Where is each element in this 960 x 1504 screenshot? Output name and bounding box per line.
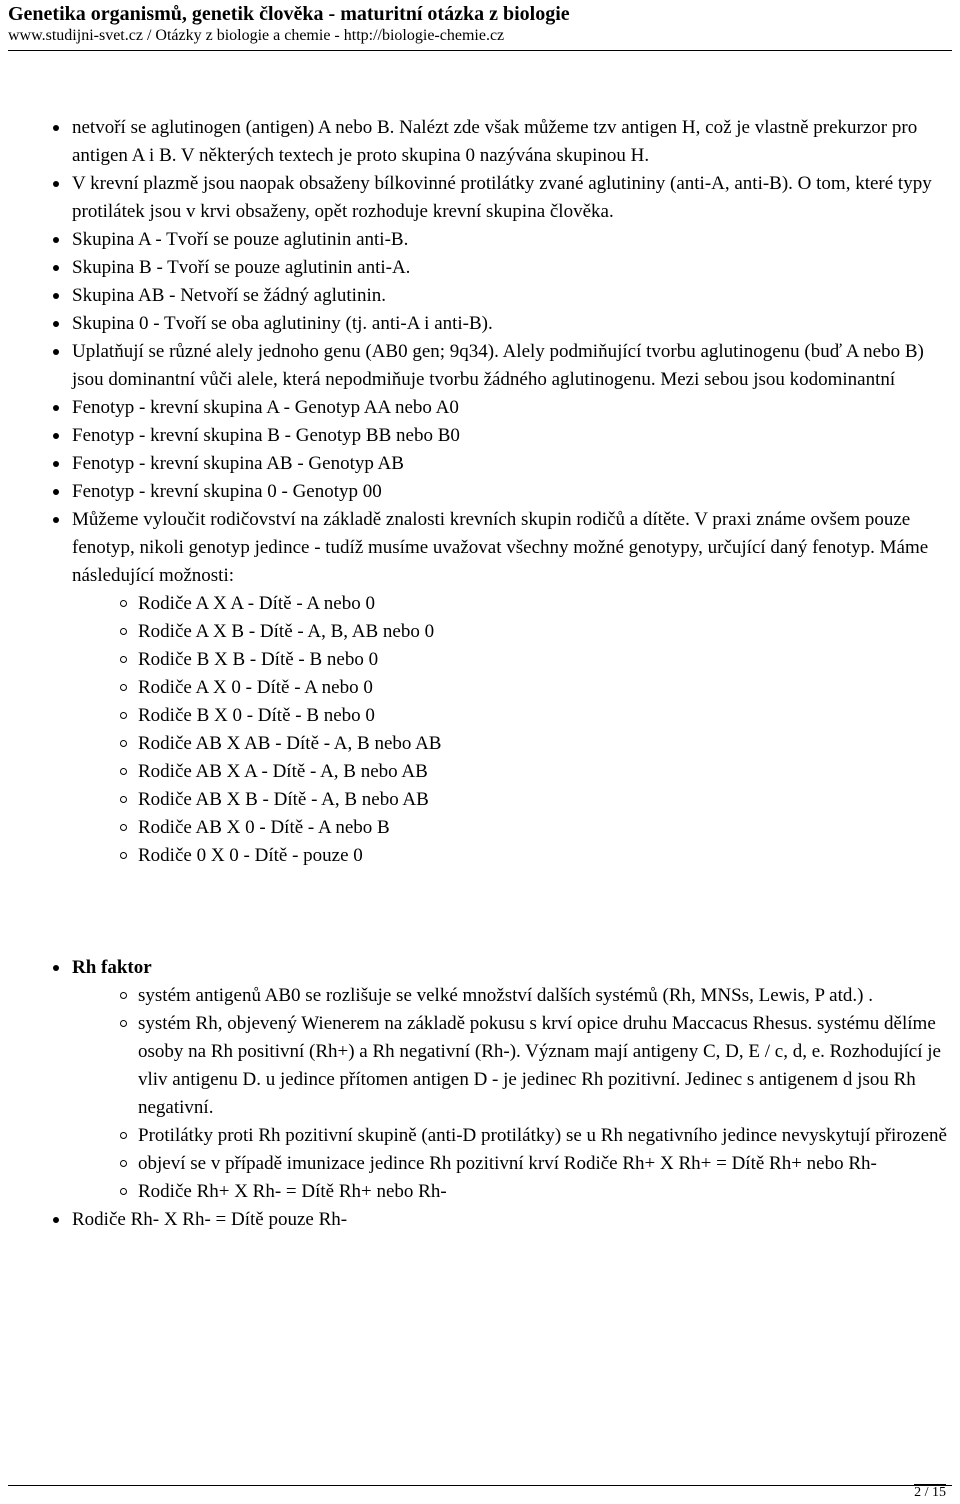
sub-list-item: Rodiče A X 0 - Dítě - A nebo 0 [138, 674, 952, 702]
list-item: Fenotyp - krevní skupina 0 - Genotyp 00 [72, 478, 952, 506]
list-item: Fenotyp - krevní skupina A - Genotyp AA nebo A0 [72, 394, 952, 422]
sub-list-item: Rodiče A X A - Dítě - A nebo 0 [138, 590, 952, 618]
list-item: Uplatňují se různé alely jednoho genu (AB0 gen; 9q34). Alely podmiňující tvorbu aglutinogenu (buď A nebo B) jsou dominantní vůči alele, která nepodmiňuje tvorbu žádného aglutinogenu. Mezi sebou jsou kodominantní [72, 338, 952, 394]
sub-list-item: systém antigenů AB0 se rozlišuje se velké množství dalších systémů (Rh, MNSs, Lewis, P atd.) . [138, 982, 952, 1010]
sub-list-item: Rodiče 0 X 0 - Dítě - pouze 0 [138, 842, 952, 870]
sub-list-item: objeví se v případě imunizace jedince Rh pozitivní krví Rodiče Rh+ X Rh+ = Dítě Rh+ nebo Rh- [138, 1150, 952, 1178]
list-item: netvoří se aglutinogen (antigen) A nebo B. Nalézt zde však můžeme tzv antigen H, což je vlastně prekurzor pro antigen A i B. V některých textech je proto skupina 0 nazývána skupinou H. [72, 114, 952, 170]
sub-list-item: Rodiče A X B - Dítě - A, B, AB nebo 0 [138, 618, 952, 646]
sub-list-item: Rodiče AB X 0 - Dítě - A nebo B [138, 814, 952, 842]
header-rule [8, 50, 952, 51]
list-item: V krevní plazmě jsou naopak obsaženy bílkovinné protilátky zvané aglutininy (anti-A, anti-B). O tom, které typy protilátek jsou v krvi obsaženy, opět rozhoduje krevní skupina člověka. [72, 170, 952, 226]
list-item: Fenotyp - krevní skupina B - Genotyp BB nebo B0 [72, 422, 952, 450]
sub-list-item: Rodiče AB X B - Dítě - A, B nebo AB [138, 786, 952, 814]
page-number [914, 1484, 946, 1501]
document-title: Genetika organismů, genetik člověka - maturitní otázka z biologie [8, 3, 570, 25]
spacer [72, 870, 952, 954]
list-item: Skupina 0 - Tvoří se oba aglutininy (tj. anti-A i anti-B). [72, 310, 952, 338]
page-header [8, 2, 948, 51]
list-item: Skupina B - Tvoří se pouze aglutinin anti-A. [72, 254, 952, 282]
list-item: Skupina AB - Netvoří se žádný aglutinin. [72, 282, 952, 310]
list-item: Skupina A - Tvoří se pouze aglutinin anti-B. [72, 226, 952, 254]
sub-list-item: Rodiče AB X AB - Dítě - A, B nebo AB [138, 730, 952, 758]
list-item: Fenotyp - krevní skupina AB - Genotyp AB [72, 450, 952, 478]
list-item: Můžeme vyloučit rodičovství na základě znalosti krevních skupin rodičů a dítěte. V praxi známe ovšem pouze fenotyp, nikoli genotyp jedince - tudíž musíme uvažovat všechny možné genotypy, určující daný fenotyp. Máme následující možnosti: [72, 506, 952, 590]
sub-list-item: systém Rh, objevený Wienerem na základě pokusu s krví opice druhu Maccacus Rhesus. systému dělíme osoby na Rh positivní (Rh+) a Rh negativní (Rh-). Význam mají antigeny C, D, E / c, d, e. Rozhodující je vliv antigenu D. u jedince přítomen antigen D - je jedinec Rh pozitivní. Jedinec s antigenem d jsou Rh negativní. [138, 1010, 952, 1122]
section-heading-rh: Rh faktor [72, 954, 952, 982]
footer-rule [8, 1485, 952, 1486]
sub-list-item: Protilátky proti Rh pozitivní skupině (anti-D protilátky) se u Rh negativního jedince nevyskytují přirozeně [138, 1122, 952, 1150]
document-body [72, 114, 952, 1234]
list-item: Rodiče Rh- X Rh- = Dítě pouze Rh- [72, 1206, 952, 1234]
sub-list-item: Rodiče B X B - Dítě - B nebo 0 [138, 646, 952, 674]
page-footer [8, 1485, 952, 1500]
sub-list-item: Rodiče AB X A - Dítě - A, B nebo AB [138, 758, 952, 786]
sub-list-item: Rodiče Rh+ X Rh- = Dítě Rh+ nebo Rh- [138, 1178, 952, 1206]
sub-list-item: Rodiče B X 0 - Dítě - B nebo 0 [138, 702, 952, 730]
source-line: www.studijni-svet.cz / Otázky z biologie a chemie - http://biologie-chemie.cz [8, 27, 505, 44]
page-number-text: 2 / 15 [914, 1485, 946, 1500]
